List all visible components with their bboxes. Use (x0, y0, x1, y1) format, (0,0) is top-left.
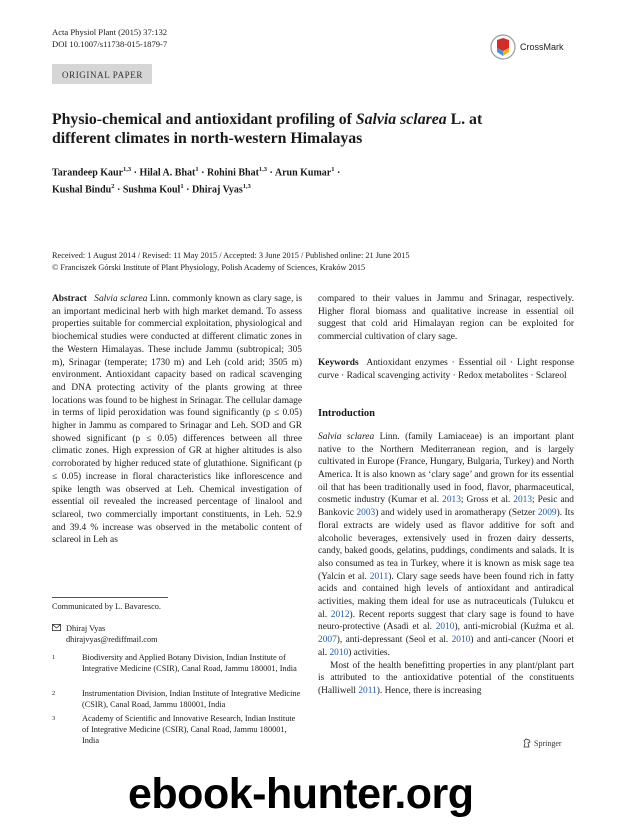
communicated-by: Communicated by L. Bavaresco. (52, 602, 161, 611)
affiliation-number: 1 (52, 654, 56, 661)
citation-link[interactable]: 2009 (537, 508, 557, 519)
citation-link[interactable]: 2010 (329, 647, 349, 658)
publisher-name: Springer (534, 738, 562, 748)
affiliation-1 (52, 652, 302, 674)
citation-link[interactable]: 2013 (513, 495, 533, 506)
author-name[interactable]: Rohini Bhat (206, 167, 259, 179)
affiliation-number: 3 (52, 715, 56, 722)
crossmark-label: CrossMark (520, 42, 564, 52)
citation-link[interactable]: 2012 (330, 609, 350, 620)
abstract-species: Salvia sclarea (94, 294, 148, 304)
intro-paragraph-1: Salvia sclarea Linn. (family Lamiaceae) is an important plant native to the Northern Mediterranean region, and is largely cultivated in Europe (France, Hungary, Bulgaria, Turkey) and North America. It is also known as ‘clary sage’ and grown for its essential oil that has been traditionally used in food, flavor, pharmaceutical, cosmetic industry (Kumar et al. 2013; Gross et al. 2013; Pesic and Bankovic 2003) and widely used in aromatherapy (Setzer 2009). Its floral extracts are widely used as flavor additive for soft and alcoholic beverages, extensively used in frozen dairy desserts, candy, baked goods, gelatins, puddings, condiments and salads. It is also consumed as tea in Turkey, where it is known as misk sage tea (Yalcin et al. 2011). Clary sage seeds have been found rich in fatty acids and contained high levels of antioxidant and antiradical activities, making them ideal for use as nutraceuticals (Tulukcu et al. 2012). Recent reports suggest that clary sage is found to have neuro-protective (Asadi et al. 2010), anti-microbial (Kuźma et al. 2007), anti-depressant (Seol et al. 2010) and anti-cancer (Noori et al. 2010) activities. (318, 431, 575, 658)
corresponding-email[interactable]: dhirajvyas@rediffmail.com (66, 635, 158, 644)
author-name[interactable]: Arun Kumar (274, 167, 332, 179)
author-name[interactable]: Tarandeep Kaur (52, 167, 124, 179)
author-affiliation-marker: 1,3 (123, 166, 132, 173)
author-list (52, 163, 492, 198)
keywords-text: Antioxidant enzymes · Essential oil · Light response curve · Radical scavenging activity · Redox metabolites · Sclareol (318, 357, 574, 381)
crossmark-badge[interactable] (490, 34, 564, 60)
author-name[interactable]: Hilal A. Bhat (139, 167, 196, 179)
author-affiliation-marker: 2 (111, 183, 115, 191)
abstract-label: Abstract (52, 294, 87, 304)
envelope-icon (52, 624, 61, 631)
affiliation-3 (52, 713, 302, 746)
citation-link[interactable]: 2013 (442, 495, 461, 506)
article-title: Physio-chemical and antioxidant profiling of Salvia sclarea L. at different climates in north-western Himalayas (52, 111, 483, 147)
author-name[interactable]: Dhiraj Vyas (191, 184, 243, 196)
citation-link[interactable]: 2010 (451, 635, 471, 646)
corresponding-author (52, 623, 302, 645)
citation-link[interactable]: 2003 (356, 508, 376, 519)
right-column (318, 293, 574, 698)
author-affiliation-marker: 1,3 (242, 183, 251, 191)
section-heading-introduction: Introduction (318, 408, 375, 420)
corresponding-name: Dhiraj Vyas (66, 624, 106, 633)
affiliation-number: 2 (52, 690, 56, 697)
publisher-logo (522, 738, 562, 748)
article-type-label: ORIGINAL PAPER (52, 64, 152, 84)
affiliation-text: Instrumentation Division, Indian Institute of Integrative Medicine (CSIR), Canal Road, Jammu 180001, India (82, 689, 301, 709)
springer-horse-icon (522, 738, 532, 748)
author-name[interactable]: Sushma Koul (122, 184, 181, 196)
abstract-text: Linn. commonly known as clary sage, is an important medicinal herb with high market demand. To assess properties suitable for commercial exploitation, physiological and biochemical studies were conducted at different climatic zones in the Western Himalayas. These include Jammu (subtropical; 305 m), Srinagar (temperate; 1730 m) and Leh (cold arid; 3505 m) environment. Antioxidant capacity based on radical scavenging and DNA protecting activity of the plants growing at three locations was found to be highest in Srinagar. The cellular damage in terms of lipid peroxidation was found significantly (p ≤ 0.05) higher in Jammu as compared to Srinagar and Leh. SOD and GR showed significant (p ≤ 0.05) differences between all three climatic zones. High expression of GR at higher altitudes is also corroborated by higher reduced state of glutathione. Significant (p ≤ 0.05) increase in floral characteristics like inflorescence and spike length was observed at Leh. Chemical investigation of essential oil revealed the increased percentage of linalool and sclareol, two commercially important constituents, in Leh. 52.9 and 39.4 % increase was observed in the metabolic content of sclareol in Leh as (52, 294, 303, 546)
crossmark-icon (490, 34, 516, 60)
author-affiliation-marker: 1 (180, 183, 184, 191)
author-name[interactable]: Kushal Bindu (52, 184, 112, 196)
article-header (52, 26, 167, 50)
keywords (318, 357, 574, 382)
affiliation-text: Biodiversity and Applied Botany Division, Indian Institute of Integrative Medicine (CSIR), Canal Road, Jammu 180001, India (82, 653, 297, 673)
copyright-line: © Franciszek Górski Institute of Plant Physiology, Polish Academy of Sciences, Kraków 2015 (52, 262, 366, 272)
author-line-2: Kushal Bindu$^2$ · Sushma Koul$^1$ · Dhiraj Vyas$^{1,3}$ (52, 183, 251, 196)
citation-link[interactable]: 2011 (369, 571, 389, 582)
abstract-continued: compared to their values in Jammu and Srinagar, respectively. Higher floral biomass and qualitative increase in essential oil suggest that cold arid Himalayan region can be exploited for commercial cultivation of clary sage. (318, 294, 574, 343)
abstract (52, 293, 302, 547)
keywords-label: Keywords (318, 357, 359, 368)
affiliation-text: Academy of Scientific and Innovative Research, Indian Institute of Integrative Medicine (CSIR), Canal Road, Jammu 180001, India (82, 714, 296, 745)
author-affiliation-marker: 1 (331, 166, 335, 173)
footnote-divider (52, 597, 168, 598)
author-line-1: Tarandeep Kaur$^{1,3}$ · Hilal A. Bhat$^1$ · Rohini Bhat$^{1,3}$ · Arun Kumar$^1$ · (52, 166, 341, 179)
publication-history (52, 250, 572, 273)
history-dates: Received: 1 August 2014 / Revised: 11 May 2015 / Accepted: 3 June 2015 / Published online: 21 June 2015 (52, 251, 410, 260)
citation-link[interactable]: 2007 (318, 635, 337, 646)
author-affiliation-marker: 1 (195, 166, 199, 173)
citation-link[interactable]: 2010 (435, 622, 455, 633)
citation-link[interactable]: 2011 (358, 685, 377, 696)
journal-citation: Acta Physiol Plant (2015) 37:132 (52, 27, 168, 37)
watermark: ebook-hunter.org (128, 770, 474, 818)
intro-paragraph-2: Most of the health benefitting properties in any plant/plant part is attributed to the antioxidative potential of the constituents (Halliwell 2011). Hence, there is increasing (318, 660, 574, 696)
doi[interactable]: DOI 10.1007/s11738-015-1879-7 (52, 39, 168, 49)
author-affiliation-marker: 1,3 (258, 166, 268, 173)
affiliation-2 (52, 688, 302, 710)
